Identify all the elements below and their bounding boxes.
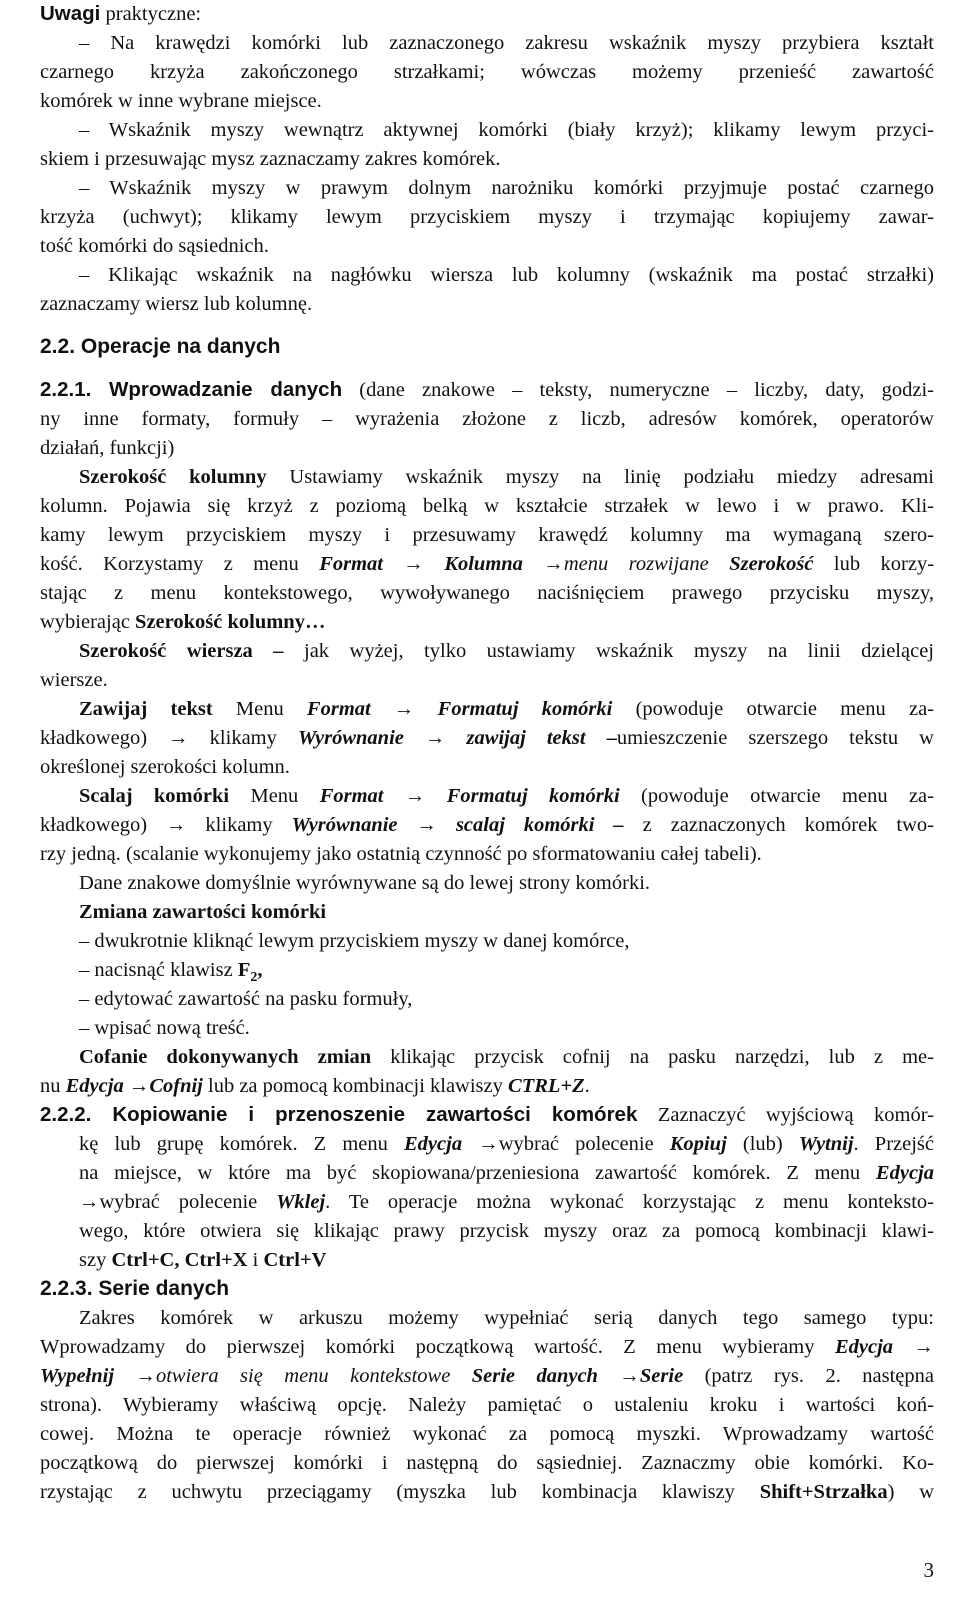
paragraph-line: kładkowego) → klikamy Wyrównanie → scalaj komórki – z zaznaczonych komórek two-: [40, 814, 934, 836]
paragraph-line: określonej szerokości kolumn.: [40, 756, 290, 778]
paragraph-line: kę lub grupę komórek. Z menu Edycja →wybrać polecenie Kopiuj (lub) Wytnij. Przejść: [79, 1133, 934, 1155]
paragraph-line: wego, które otwiera się klikając prawy przycisk myszy oraz za pomocą kombinacji klawi-: [79, 1220, 934, 1242]
section-heading: 2.2. Operacje na danych: [40, 335, 281, 358]
subsection-title: Wprowadzanie danych: [91, 378, 343, 401]
paragraph-line: Zawijaj tekst Menu Format → Formatuj komórki (powoduje otwarcie menu za-: [79, 698, 934, 720]
list-item: – wpisać nową treść.: [79, 1017, 250, 1039]
paragraph-line: początkową do pierwszej komórki i następną do sąsiedniej. Zaznaczmy obie komórki. Ko-: [40, 1452, 934, 1474]
paragraph-line: Szerokość kolumny Ustawiamy wskaźnik myszy na linię podziału miedzy adresami: [79, 466, 935, 488]
paragraph-line: Szerokość wiersza – jak wyżej, tylko ustawiamy wskaźnik myszy na linii dzielącej: [79, 640, 934, 662]
paragraph-line: rzystając z uchwytu przeciągamy (myszka lub kombinacja klawiszy Shift+Strzałka) w: [40, 1481, 934, 1503]
list-item: zaznaczamy wiersz lub kolumnę.: [40, 293, 313, 315]
paragraph-line: wiersze.: [40, 669, 108, 691]
paragraph-line: kładkowego) → klikamy Wyrównanie → zawijaj tekst –umieszczenie szerszego tekstu w: [40, 727, 934, 749]
list-item: skiem i przesuwając mysz zaznaczamy zakres komórek.: [40, 148, 501, 170]
list-item: czarnego krzyża zakończonego strzałkami; wówczas możemy przenieść zawartość: [40, 61, 934, 83]
paragraph-line: kość. Korzystamy z menu Format → Kolumna →menu rozwijane Szerokość lub korzy-: [40, 553, 935, 575]
term-label: Cofanie dokonywanych zmian: [79, 1046, 372, 1068]
paragraph-line: 2.2.1. Wprowadzanie danych (dane znakowe – teksty, numeryczne – liczby, daty, godzi-: [40, 378, 934, 401]
paragraph-line: nu Edycja →Cofnij lub za pomocą kombinacji klawiszy CTRL+Z.: [40, 1075, 590, 1097]
list-item: tość komórki do sąsiednich.: [40, 235, 269, 257]
paragraph-line: Scalaj komórki Menu Format → Formatuj komórki (powoduje otwarcie menu za-: [79, 785, 934, 807]
paragraph-line: wybierając Szerokość kolumny…: [40, 611, 326, 633]
subsection-number: 2.2.2.: [40, 1103, 92, 1126]
paragraph-line: cowej. Można te operacje również wykonać za pomocą myszki. Wprowadzamy wartość: [40, 1423, 934, 1445]
paragraph-line: szy Ctrl+C, Ctrl+X i Ctrl+V: [79, 1249, 327, 1271]
list-item: – dwukrotnie kliknąć lewym przyciskiem myszy w danej komórce,: [79, 930, 630, 952]
paragraph-line: na miejsce, w które ma być skopiowana/przeniesiona zawartość komórek. Z menu Edycja: [79, 1162, 934, 1184]
list-item: – nacisnąć klawisz $F_2$,: [79, 959, 263, 986]
list-item: – Wskaźnik myszy wewnątrz aktywnej komórki (biały krzyż); klikamy lewym przyci-: [79, 119, 934, 141]
paragraph-line: stając z menu kontekstowego, wywoływanego naciśnięciem prawego przycisku myszy,: [40, 582, 934, 604]
subsection-title: Kopiowanie i przenoszenie zawartości komórek: [91, 1103, 638, 1126]
term-label: Zawijaj tekst: [79, 698, 213, 720]
paragraph-line: Zakres komórek w arkuszu możemy wypełniać serią danych tego samego typu:: [79, 1307, 934, 1329]
paragraph-line: →wybrać polecenie Wklej. Te operacje można wykonać korzystając z menu konteksto-: [79, 1191, 934, 1213]
list-item: komórek w inne wybrane miejsce.: [40, 90, 322, 112]
paragraph-line: Wypełnij →otwiera się menu kontekstowe Serie danych →Serie (patrz rys. 2. następna: [40, 1365, 934, 1387]
paragraph-line: Cofanie dokonywanych zmian klikając przycisk cofnij na pasku narzędzi, lub z me-: [79, 1046, 934, 1068]
subsection-number: 2.2.1.: [40, 378, 92, 401]
paragraph-line: Dane znakowe domyślnie wyrównywane są do lewej strony komórki.: [79, 872, 651, 894]
paragraph-line: kolumn. Pojawia się krzyż z poziomą belką w kształcie strzałek w lewo i w prawo. Kli-: [40, 495, 934, 517]
list-item: – Na krawędzi komórki lub zaznaczonego zakresu wskaźnik myszy przybiera kształt: [79, 32, 934, 54]
subsection-heading: 2.2.3. Serie danych: [40, 1277, 230, 1300]
term-label: Scalaj komórki: [79, 785, 230, 807]
term-label: Szerokość kolumny: [79, 466, 267, 488]
list-item: – edytować zawartość na pasku formuły,: [79, 988, 413, 1010]
term-label: Szerokość wiersza –: [79, 640, 284, 662]
paragraph-line: rzy jedną. (scalanie wykonujemy jako ostatnią czynność po sformatowaniu całej tabeli).: [40, 843, 762, 865]
paragraph-line: kamy lewym przyciskiem myszy i przesuwamy krawędź kolumny ma wymaganą szero-: [40, 524, 934, 546]
list-item: – Wskaźnik myszy w prawym dolnym narożniku komórki przyjmuje postać czarnego: [79, 177, 934, 199]
list-item: krzyża (uchwyt); klikamy lewym przyciskiem myszy i trzymając kopiujemy zawar-: [40, 206, 934, 228]
paragraph-line: strona). Wybieramy właściwą opcję. Należy pamiętać o ustaleniu kroku i wartości koń-: [40, 1394, 934, 1416]
list-item: – Klikając wskaźnik na nagłówku wiersza lub kolumny (wskaźnik ma postać strzałki): [79, 264, 934, 286]
paragraph-line: działań, funkcji): [40, 437, 175, 459]
paragraph-line: Wprowadzamy do pierwszej komórki początkową wartość. Z menu wybieramy Edycja →: [40, 1336, 935, 1358]
notes-heading: Uwagi praktyczne:: [40, 2, 202, 25]
page-number: 3: [923, 1558, 934, 1582]
term-label: Zmiana zawartości komórki: [79, 901, 327, 923]
paragraph-line: ny inne formaty, formuły – wyrażenia złożone z liczb, adresów komórek, operatorów: [40, 408, 934, 430]
paragraph-line: 2.2.2. Kopiowanie i przenoszenie zawartości komórek Zaznaczyć wyjściową komór-: [40, 1103, 934, 1126]
